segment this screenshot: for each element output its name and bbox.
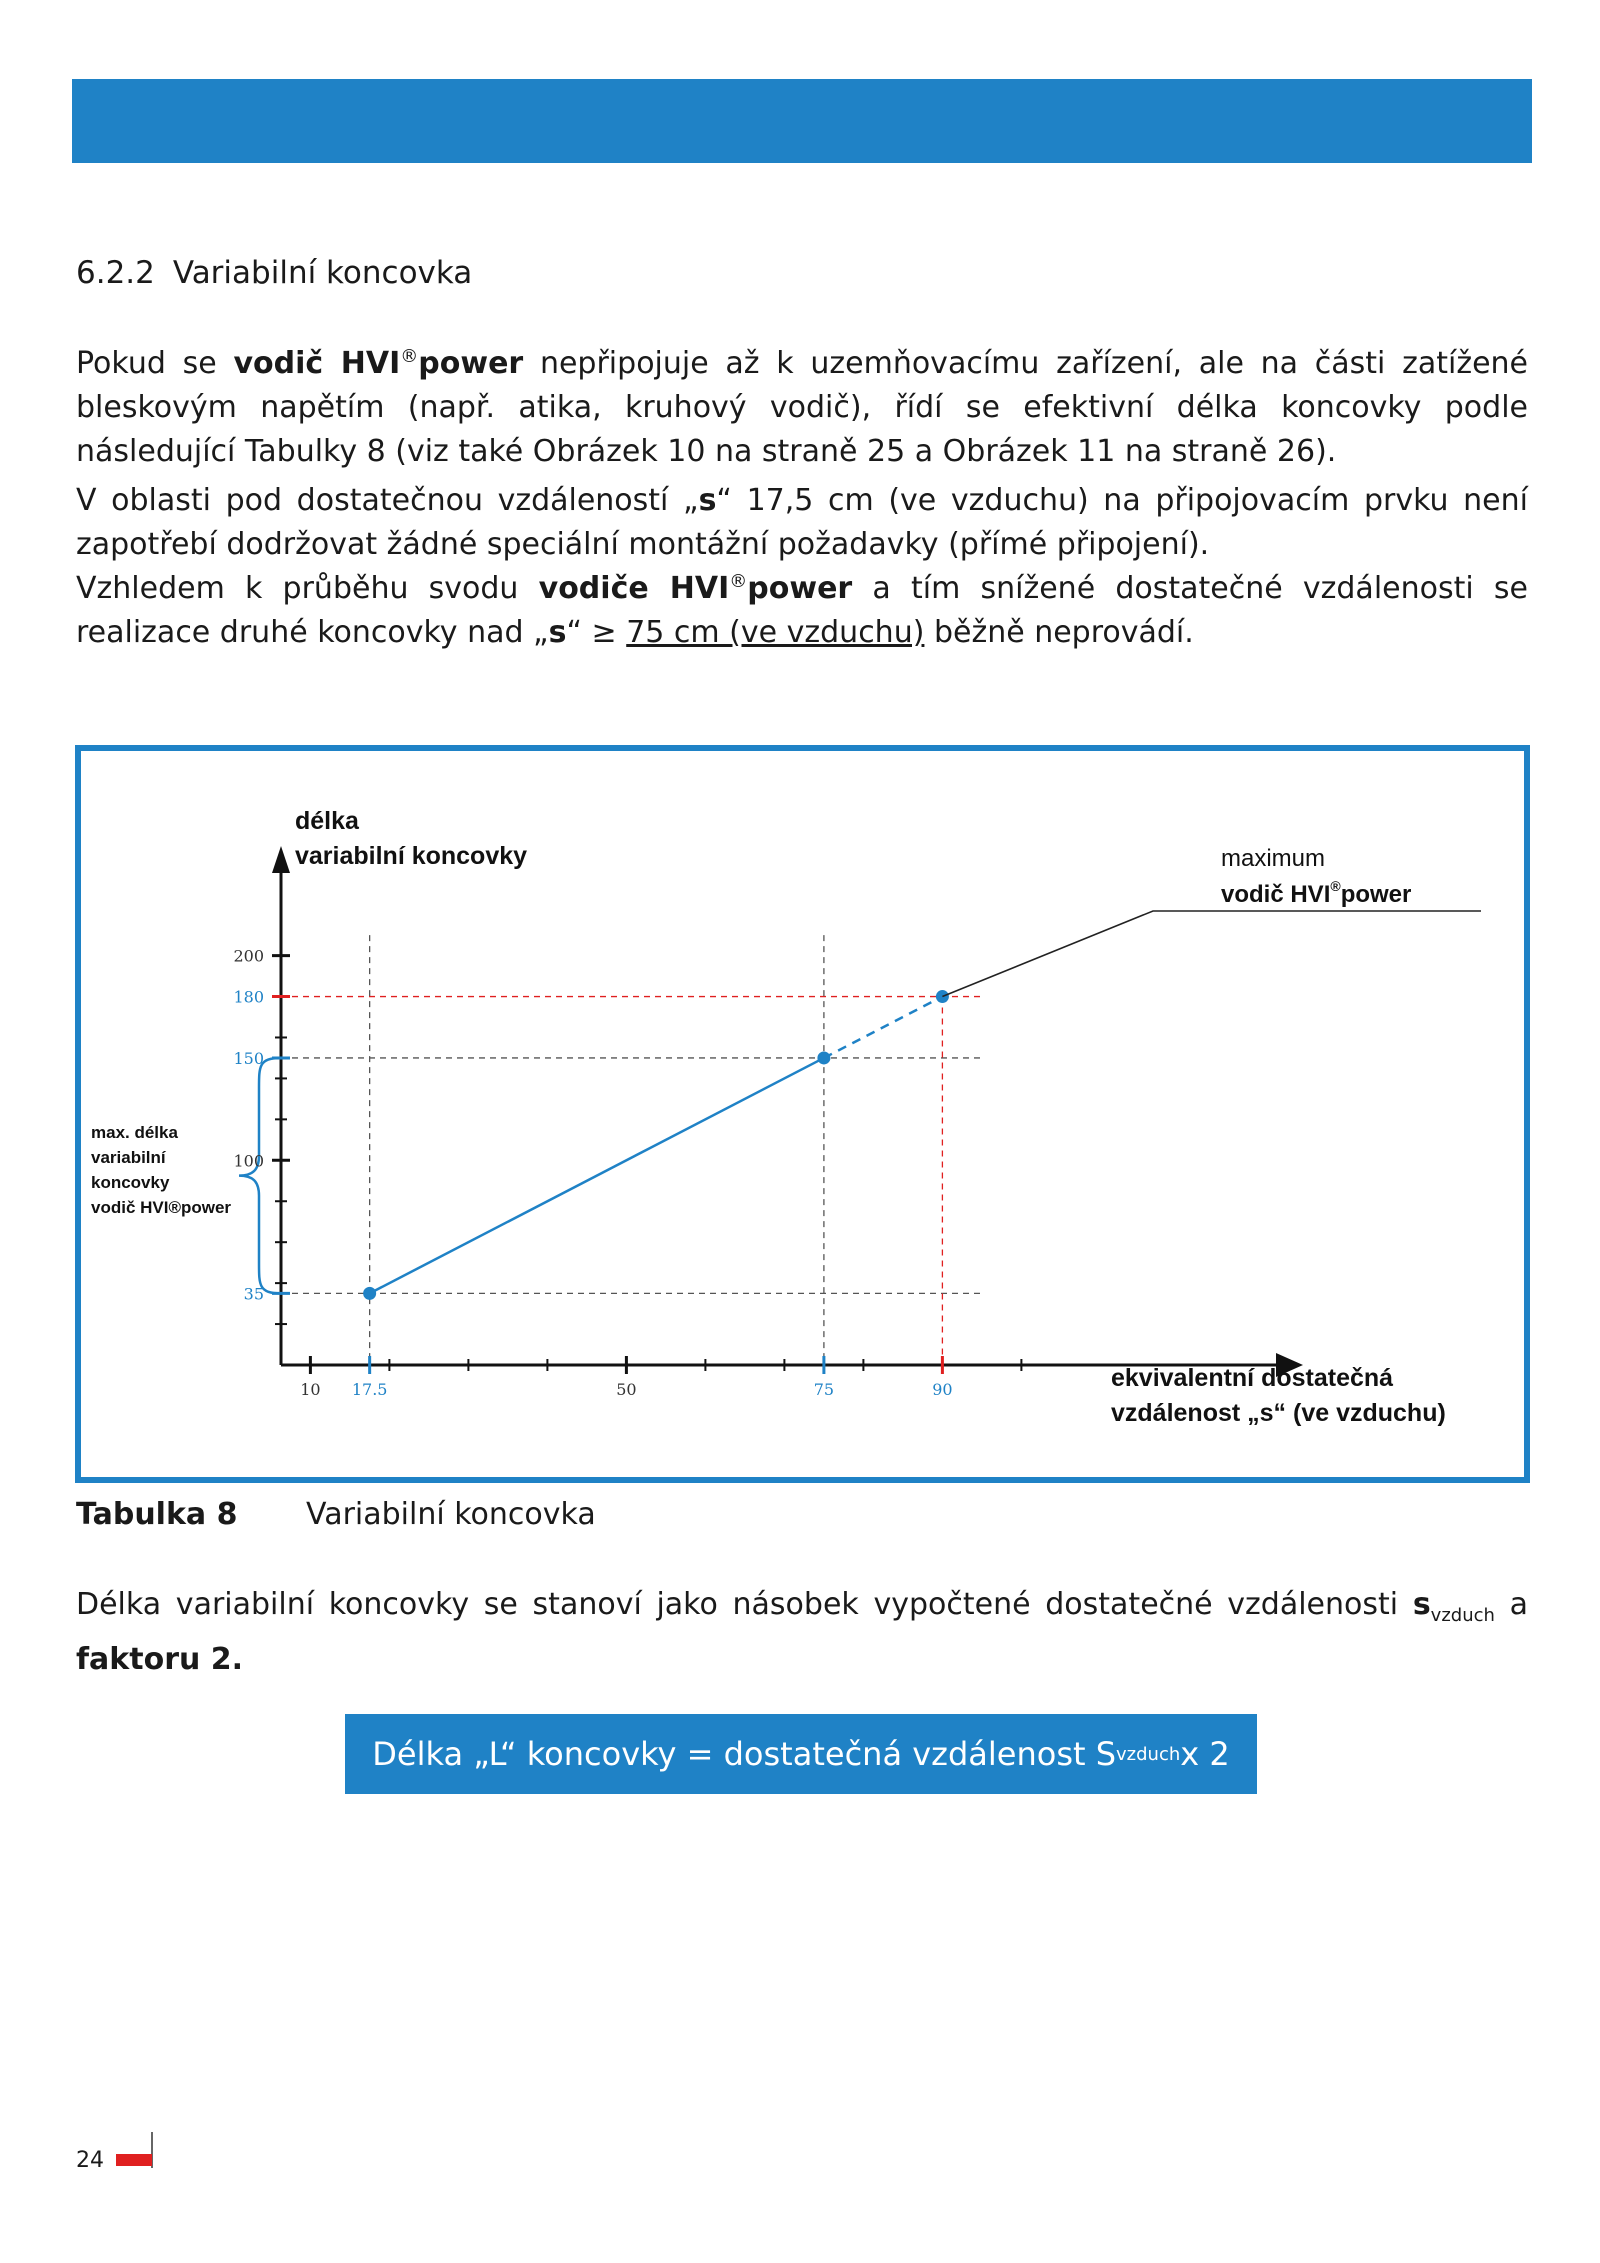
y-tick-label: 150 — [233, 1048, 264, 1068]
brace-label-4: vodič HVI®power — [91, 1198, 232, 1217]
data-point — [363, 1287, 376, 1300]
callout-line2: vodič HVI®power — [1221, 878, 1412, 908]
length-chart — [81, 751, 1524, 1477]
series — [239, 911, 1481, 1300]
series-dashed-line — [824, 997, 943, 1058]
x-axis-label-line1: ekvivalentní dostatečná — [1111, 1364, 1394, 1392]
paragraph-4: Délka variabilní koncovky se stanoví jako násobek vypočtené dostatečné vzdálenosti $s_{vzduch}$ a faktoru 2. — [76, 1587, 1528, 1677]
paragraph-3: Vzhledem k průběhu svodu vodiče HVI®power a tím snížené dostatečné vzdálenosti se realizace druhé koncovky nad „s“ ≥ 75 cm (ve vzduchu) běžně neprovádí. — [76, 571, 1528, 650]
ticks — [272, 956, 1021, 1374]
brace-label-2: variabilní — [91, 1148, 166, 1167]
y-axis-label-line1: délka — [295, 807, 359, 835]
labels — [91, 807, 1446, 1427]
x-tick-label: 17.5 — [351, 1380, 388, 1399]
y-axis-label-line2: variabilní koncovky — [295, 842, 528, 870]
y-tick-label: 100 — [233, 1151, 264, 1171]
callout-line1: maximum — [1221, 845, 1326, 872]
series-solid-line — [370, 1058, 824, 1293]
brand-logo — [112, 2130, 156, 2170]
axes — [272, 846, 1303, 1377]
brace-label-1: max. délka — [91, 1123, 178, 1142]
y-tick-label: 35 — [243, 1284, 264, 1304]
table-caption — [76, 1497, 596, 1532]
header-bar — [72, 79, 1532, 163]
x-tick-label: 75 — [813, 1380, 835, 1399]
range-brace — [239, 1058, 281, 1293]
y-tick-label: 200 — [233, 946, 264, 966]
section-number: 6.2.2 — [76, 255, 155, 291]
paragraph-2: V oblasti pod dostatečnou vzdáleností „s“ 17,5 cm (ve vzduchu) na připojovacím prvku není zapotřebí dodržovat žádné speciální montážní požadavky (přímé připojení). — [76, 483, 1528, 562]
grid-lines — [281, 935, 980, 1365]
x-tick-label: 50 — [616, 1380, 637, 1399]
chart-frame — [75, 745, 1530, 1483]
section-title: Variabilní koncovka — [172, 255, 473, 291]
section-heading — [76, 255, 472, 291]
x-axis-label-line2: vzdálenost „s“ (ve vzduchu) — [1111, 1399, 1446, 1427]
caption-text: Variabilní koncovka — [306, 1497, 596, 1532]
page-number: 24 — [76, 2148, 104, 2173]
data-point — [817, 1051, 830, 1064]
callout-leader — [942, 911, 1481, 997]
formula-box: Délka „L“ koncovky = dostatečná vzdálenost S vzduch x 2 — [345, 1714, 1257, 1794]
x-tick-label: 10 — [300, 1380, 321, 1399]
y-tick-label: 180 — [233, 987, 264, 1007]
y-axis-arrow — [272, 846, 290, 873]
x-tick-label: 90 — [932, 1380, 953, 1399]
brace-label-3: koncovky — [91, 1173, 170, 1192]
caption-label: Tabulka 8 — [76, 1497, 238, 1532]
paragraph-1: Pokud se vodič HVI®power nepřipojuje až k uzemňovacímu zařízení, ale na části zatížené bleskovým napětím (např. atika, kruhový vodič), řídí se efektivní délka koncovky podle následující Tabulky 8 (viz také Obrázek 10 na straně 25 a Obrázek 11 na straně 26). — [76, 346, 1529, 469]
